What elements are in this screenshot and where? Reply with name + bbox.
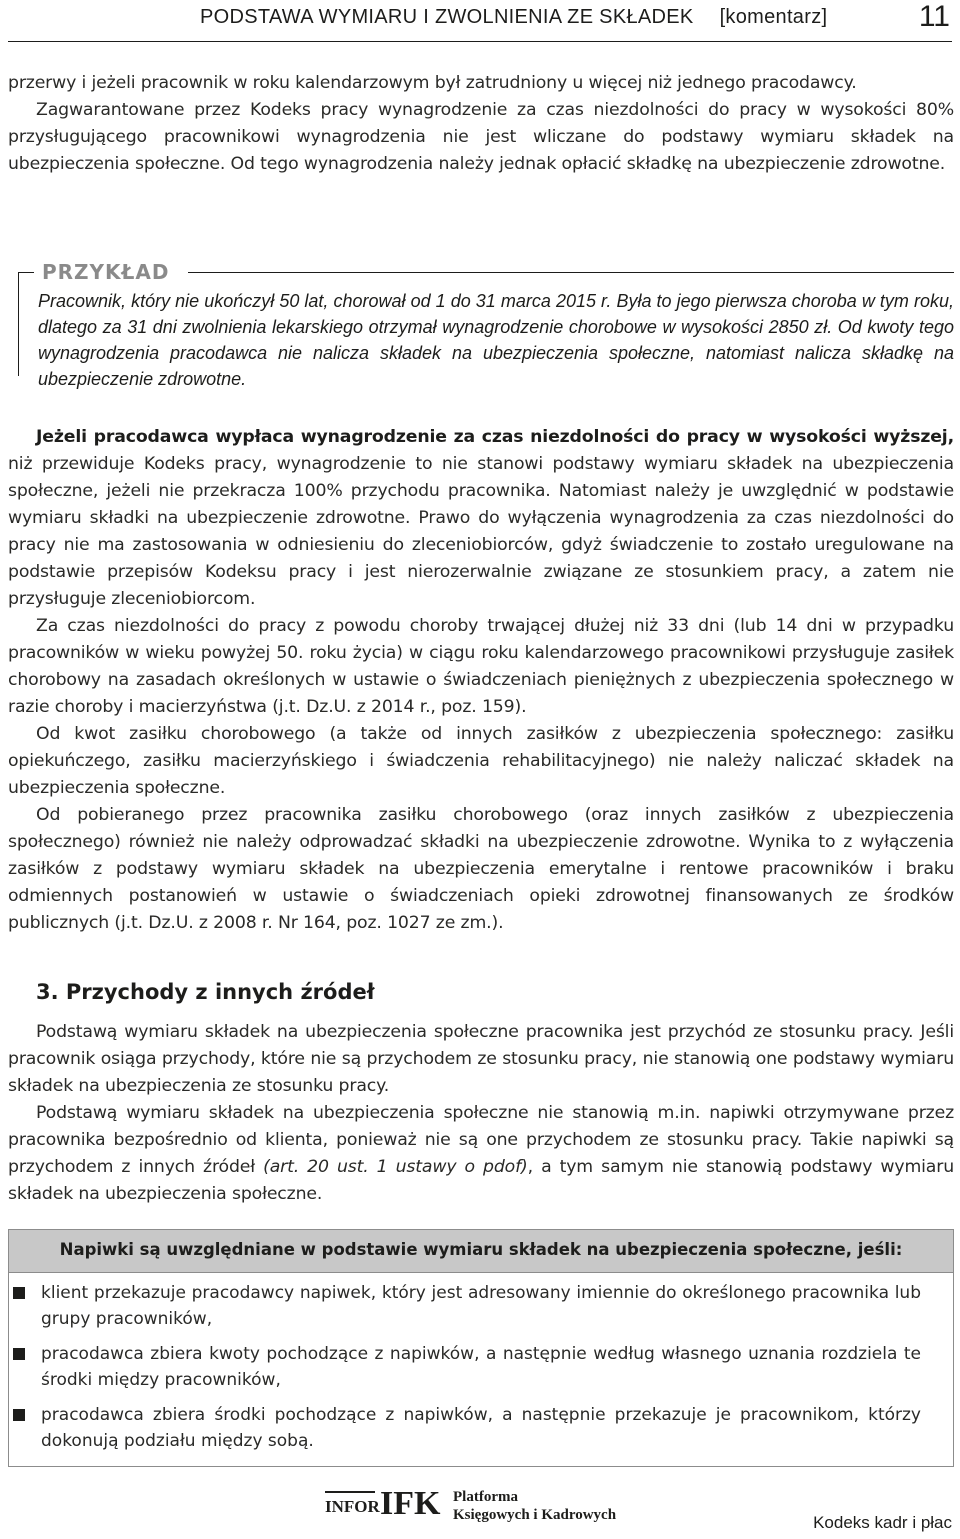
running-title-tag: [komentarz] bbox=[719, 6, 828, 28]
tips-box-title: Napiwki są uwzględniane w podstawie wymiaru składek na ubezpieczenia społeczne, jeśli: bbox=[59, 1240, 903, 1259]
section-3-paragraph-1: Podstawą wymiaru składek na ubezpieczenia społeczne pracownika jest przychód ze stosunku pracy. Jeśli pracownik osiąga przychody, które nie są przychodem ze stosunku pracy, nie stanowią one podstawy wymiaru składek na ubezpieczenia ze stosunku pracy. bbox=[8, 1022, 954, 1096]
page-footer bbox=[0, 1485, 960, 1539]
section-3-block bbox=[8, 1019, 954, 1208]
logo-ifk-text: IFK bbox=[380, 1485, 441, 1522]
logo-bar bbox=[325, 1491, 375, 1493]
tips-info-box bbox=[8, 1229, 954, 1467]
section-3-paragraph-2-a: Podstawą wymiaru składek na ubezpieczenia społeczne nie stanowią m.in. napiwki otrzymywane przez pracownika bezpośrednio od klienta, ponieważ nie są one przychodem ze stosunku pracy. Takie napiwki są przychodem z innych źródeł bbox=[8, 1103, 954, 1177]
publication-name: Kodeks kadr i płac bbox=[813, 1513, 952, 1532]
example-heading: PRZYKŁAD bbox=[42, 260, 170, 284]
main-block bbox=[8, 424, 954, 937]
square-bullet-icon bbox=[13, 1287, 25, 1299]
list-item bbox=[9, 1341, 921, 1393]
example-frame-left bbox=[18, 272, 19, 376]
square-bullet-icon bbox=[13, 1409, 25, 1421]
tips-box-header bbox=[9, 1230, 953, 1273]
example-text: Pracownik, który nie ukończył 50 lat, chorował od 1 do 31 marca 2015 r. Była to jego pierwsza choroba w tym roku, dlatego za 31 dni zwolnienia lekarskiego otrzymał wynagrodzenie chorobowe w wysokości 2850 zł. Od kwoty tego wynagrodzenia pracodawca nie nalicza składek na ubezpieczenia społeczne, natomiast nalicza składkę na ubezpieczenie zdrowotne. bbox=[38, 291, 954, 389]
example-box bbox=[8, 258, 954, 390]
list-item-text: klient przekazuje pracodawcy napiwek, który jest adresowany imiennie do określonego pracownika lub grupy pracowników, bbox=[41, 1283, 921, 1329]
square-bullet-icon bbox=[13, 1348, 25, 1360]
header-rule bbox=[8, 41, 952, 42]
main-paragraph-1-rest: niż przewiduje Kodeks pracy, wynagrodzenie to nie stanowi podstawy wymiaru składek na ubezpieczenia społeczne, jeżeli nie przekracza 100% przychodu pracownika. Natomiast należy je uwzględnić w podstawie wymiaru składki na ubezpieczenie zdrowotne. Prawo do wyłączenia wynagrodzenia za czas niezdolności do pracy nie ma zastosowania w odniesieniu do zleceniobiorców, gdyż świadczenie to zostało uregulowane na podstawie przepisów Kodeksu pracy i jest nierozerwalnie związane ze stosunkiem pracy, a zatem nie przysługuje zleceniobiorcom. bbox=[8, 454, 954, 609]
section-3-paragraph-2-b: , a tym samym nie stanowią podstawy wymiaru składek na ubezpieczenia społeczne. bbox=[8, 1157, 955, 1204]
running-title bbox=[200, 6, 827, 29]
tips-list bbox=[9, 1280, 953, 1463]
list-item bbox=[9, 1402, 921, 1454]
logo-infor-text: INFOR bbox=[325, 1497, 380, 1516]
example-frame-top-left bbox=[18, 272, 34, 273]
intro-block bbox=[8, 70, 954, 178]
example-frame-top bbox=[188, 272, 954, 273]
main-paragraph-3: Od kwot zasiłku chorobowego (a także od innych zasiłków z ubezpieczenia społecznego: zasiłku opiekuńczego, zasiłku macierzyńskiego i świadczenia rehabilitacyjnego) nie należy naliczać składek na ubezpieczenia społeczne. bbox=[8, 724, 954, 798]
section-3-paragraph-2 bbox=[8, 1100, 954, 1208]
list-item-text: pracodawca zbiera kwoty pochodzące z napiwków, a następnie według własnego uznania rozdziela te środki między pracowników, bbox=[41, 1344, 921, 1390]
main-paragraph-1-lead: Jeżeli pracodawca wypłaca wynagrodzenie za czas niezdolności do pracy w wysokości wyższej, bbox=[36, 427, 954, 447]
page-number: 11 bbox=[918, 0, 950, 33]
main-paragraph-2: Za czas niezdolności do pracy z powodu choroby trwającej dłużej niż 33 dni (lub 14 dni w przypadku pracowników w wieku powyżej 50. roku życia) w ciągu roku kalendarzowego pracownikowi przysługuje zasiłek chorobowy na zasadach określonych w ustawie o świadczeniach pieniężnych z ubezpieczenia społecznego w razie choroby i macierzyństwa (j.t. Dz.U. z 2014 r., poz. 159). bbox=[8, 616, 954, 717]
list-item bbox=[9, 1280, 921, 1332]
logo-subtitle-2: Księgowych i Kadrowych bbox=[453, 1507, 617, 1523]
logo-subtitle-1: Platforma bbox=[453, 1489, 518, 1505]
intro-paragraph-1: przerwy i jeżeli pracownik w roku kalendarzowym był zatrudniony u więcej niż jednego pracodawcy. bbox=[8, 73, 857, 93]
running-title-text: PODSTAWA WYMIARU I ZWOLNIENIA ZE SKŁADEK bbox=[200, 6, 694, 28]
page-header bbox=[0, 0, 960, 44]
main-paragraph-4: Od pobieranego przez pracownika zasiłku chorobowego (oraz innych zasiłków z ubezpieczenia społecznego) również nie należy odprowadzać składki na ubezpieczenie zdrowotne. Wynika to z wyłączenia zasiłków z podstawy wymiaru składek na ubezpieczenia emerytalne i rentowe pracowników i braku odmiennych postanowień w ustawie o świadczeniach opieki zdrowotnej finansowanych ze środków publicznych (j.t. Dz.U. z 2008 r. Nr 164, poz. 1027 ze zm.). bbox=[8, 805, 954, 933]
section-3-legal-reference: (art. 20 ust. 1 ustawy o pdof) bbox=[263, 1157, 528, 1177]
main-paragraph-1 bbox=[8, 424, 954, 613]
intro-paragraph-2: Zagwarantowane przez Kodeks pracy wynagrodzenie za czas niezdolności do pracy w wysokości 80% przysługującego pracownikowi wynagrodzenia nie jest wliczane do podstawy wymiaru składek na ubezpieczenia społeczne. Od tego wynagrodzenia należy jednak opłacić składkę na ubezpieczenie zdrowotne. bbox=[8, 100, 954, 174]
list-item-text: pracodawca zbiera środki pochodzące z napiwków, a następnie przekazuje je pracownikom, którzy dokonują podziału między sobą. bbox=[41, 1405, 921, 1451]
section-heading: 3. Przychody z innych źródeł bbox=[36, 980, 375, 1004]
